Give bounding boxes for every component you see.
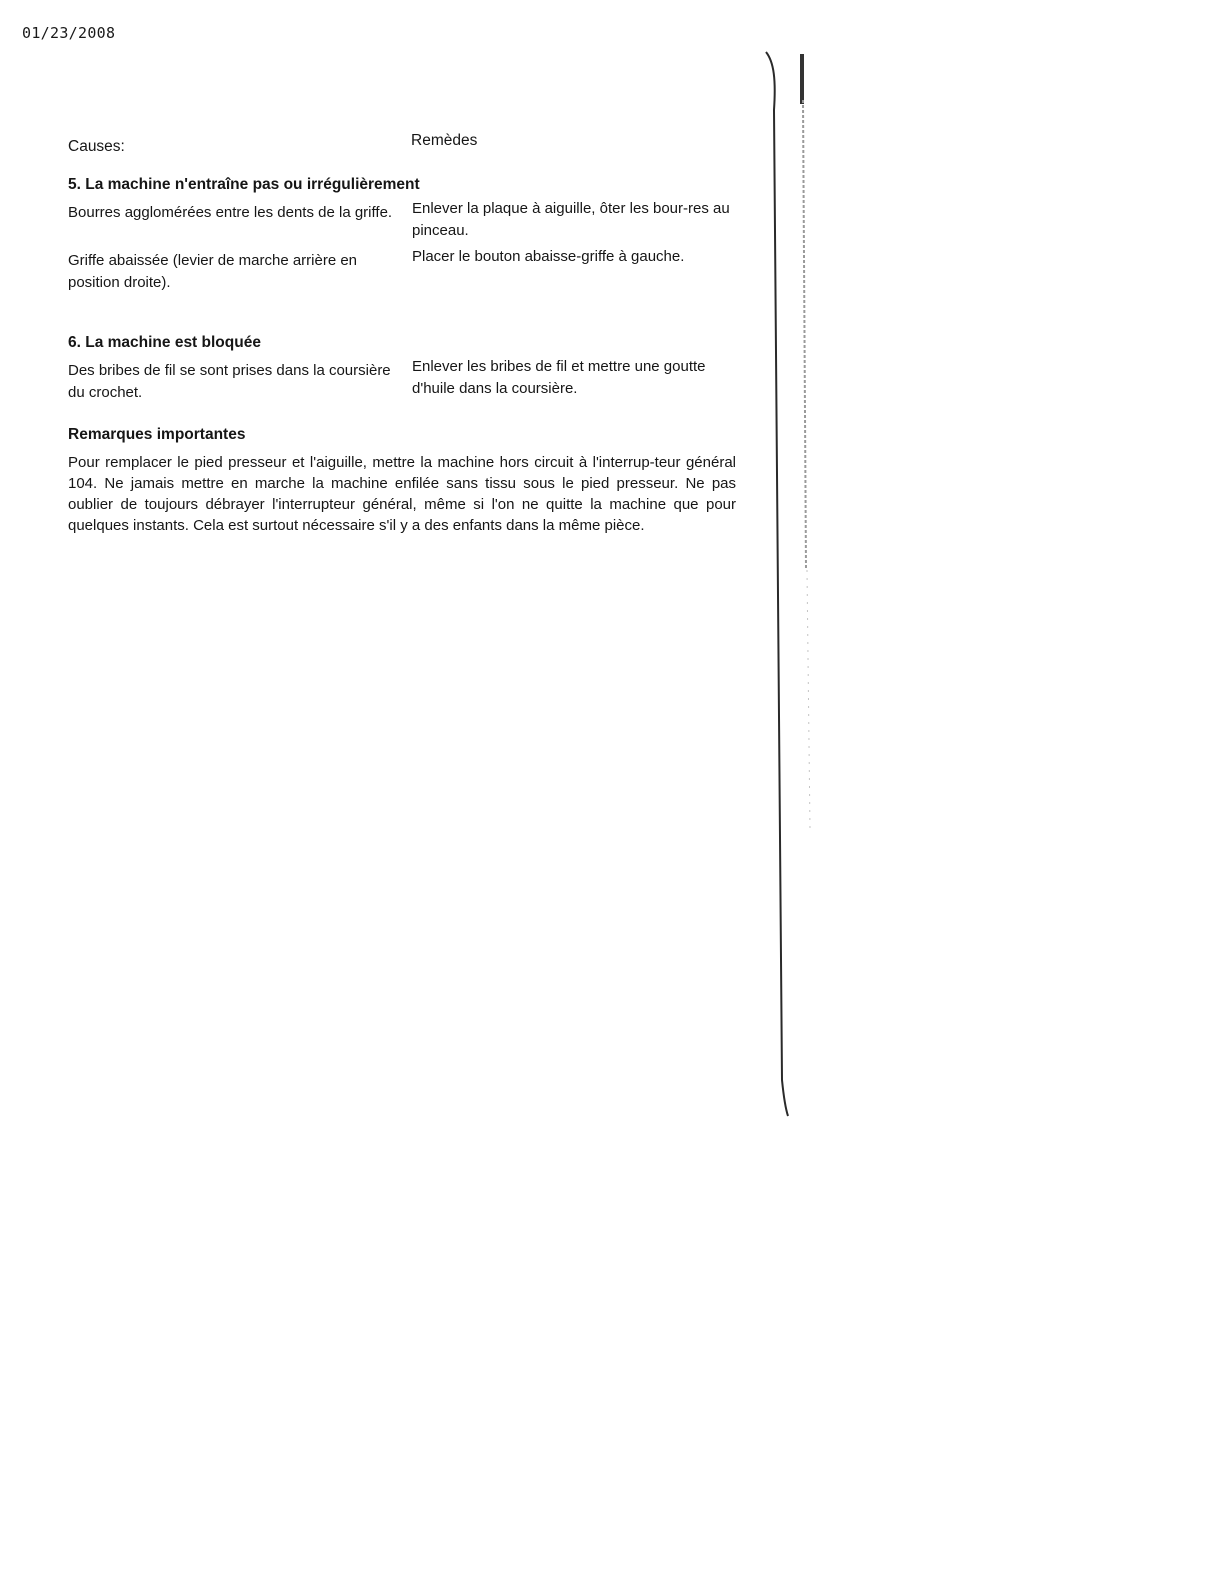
cause-remedy-row — [68, 360, 748, 404]
remarks-section — [68, 426, 748, 536]
page-date: 01/23/2008 — [22, 24, 116, 42]
remarks-title: Remarques importantes — [68, 426, 246, 443]
cause-remedy-row — [68, 250, 748, 294]
remedes-header: Remèdes — [411, 132, 478, 149]
section-title: 5. La machine n'entraîne pas ou irrégulièrement — [68, 176, 420, 193]
remarks-text: Pour remplacer le pied presseur et l'aiguille, mettre la machine hors circuit à l'interrup-teur général 104. Ne jamais mettre en marche la machine enfilée sans tissu sous le pied presseur. Ne pas oublier de toujours débrayer l'interrupteur général, même si l'on ne quitte la machine que pour quelques instants. Cela est surtout nécessaire s'il y a des enfants dans la même pièce. — [68, 454, 736, 534]
cause-remedy-row — [68, 202, 748, 242]
section-title: 6. La machine est bloquée — [68, 334, 261, 351]
cause-text: Griffe abaissée (levier de marche arrière en position droite). — [68, 252, 358, 291]
remedy-text: Enlever la plaque à aiguille, ôter les bour-res au pinceau. — [412, 200, 730, 239]
troubleshooting-content — [68, 130, 748, 536]
section-5 — [68, 176, 748, 294]
section-6 — [68, 334, 748, 404]
cause-text: Des bribes de fil se sont prises dans la coursière du crochet. — [68, 362, 391, 401]
cause-text: Bourres agglomérées entre les dents de la griffe. — [68, 204, 393, 221]
remedy-text: Placer le bouton abaisse-griffe à gauche. — [412, 248, 685, 265]
remedy-text: Enlever les bribes de fil et mettre une goutte d'huile dans la coursière. — [412, 358, 706, 397]
scan-binding-edge — [760, 50, 820, 1130]
causes-header: Causes: — [68, 138, 125, 155]
column-headers — [68, 130, 748, 162]
